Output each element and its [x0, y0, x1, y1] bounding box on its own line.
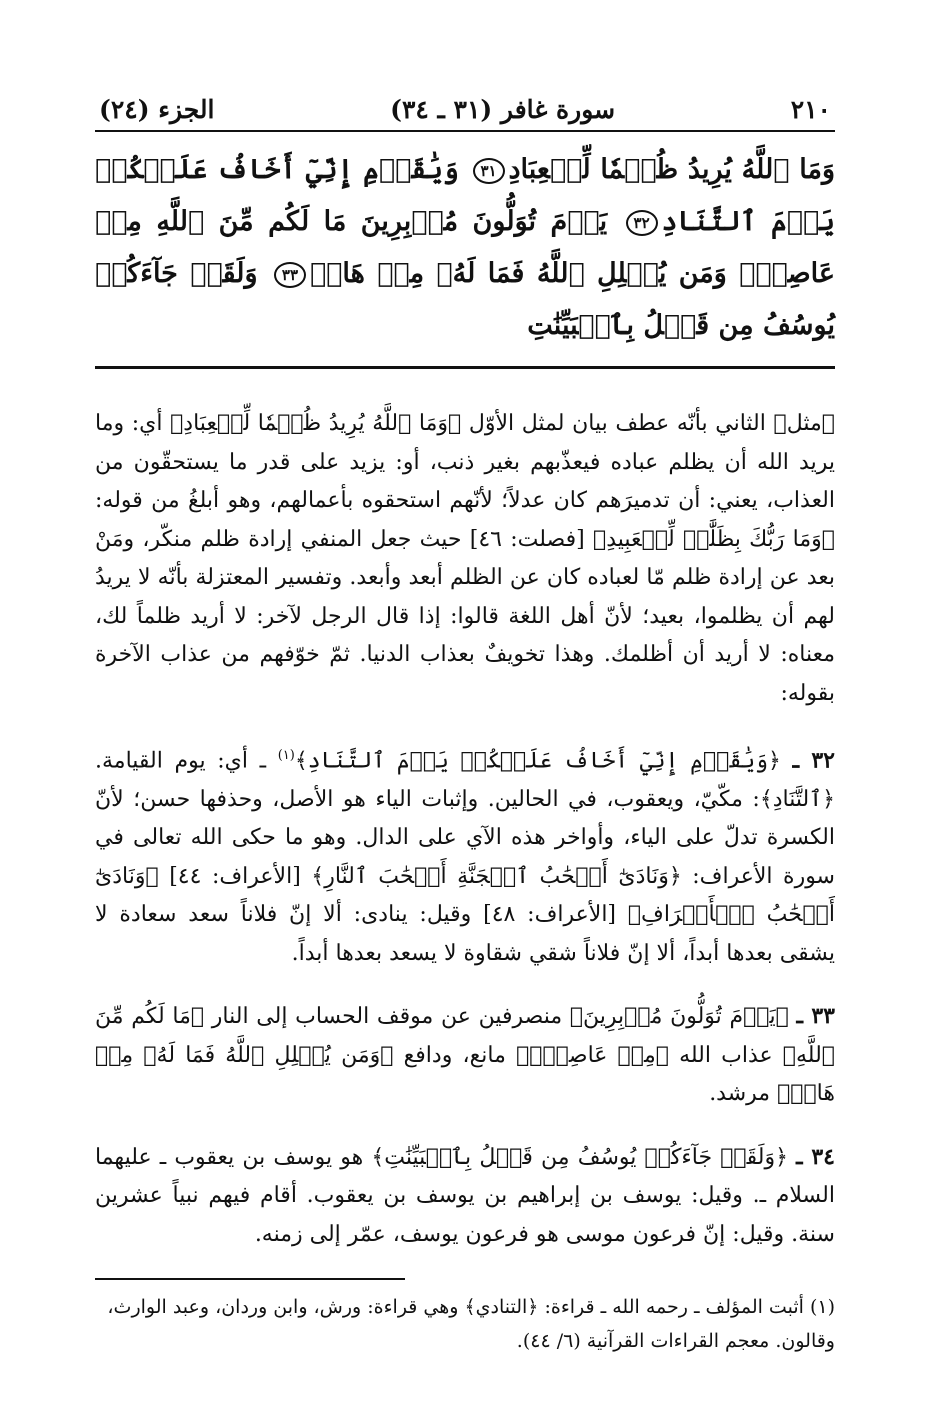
verse-text: وَمَا ٱللَّهُ يُرِيدُ ظُلۡمٗا لِّلۡعِبَادِ: [508, 154, 835, 185]
verse-text: يَوۡمَ تُوَلُّونَ مُدۡبِرِينَ مَا لَكُم مِّنَ ٱللَّهِ مِنۡ عَاصِمٖۗ وَمَن يُضۡلِلِ ٱللَّهُ فَمَا لَهُۥ مِنۡ هَادٖ: [95, 206, 835, 289]
commentary-text: ـ أي: يوم القيامة. ﴿ٱلتَّنَادِ﴾: مكّيّ، ويعقوب، في الحالين. وإثبات الياء هو الأصل، وحذفها حسن؛ لأنّ الكسرة تدلّ على الياء، وأواخر هذه الآي على الدال. وهو ما حكى الله تعالى في سورة الأعراف: ﴿وَنَادَىٰٓ أَصۡحَٰبُ ٱلۡجَنَّةِ أَصۡحَٰبَ ٱلنَّارِ﴾ [الأعراف: ٤٤] ﴿وَنَادَىٰٓ أَصۡحَٰبُ ٱلۡأَعۡرَافِ﴾ [الأعراف: ٤٨] وقيل: ينادى: ألا إنّ فلاناً سعد سعادة لا يشقى بعدها أبداً، ألا إنّ فلاناً شقي شقاوة لا يسعد بعدها أبداً.: [95, 748, 835, 966]
verse-text: وَلَقَدۡ جَآءَكُمۡ يُوسُفُ مِن قَبۡلُ بِٱلۡبَيِّنَٰتِ: [95, 258, 835, 341]
page-number: ٢١٠: [790, 94, 831, 124]
commentary-body: [95, 405, 835, 1254]
commentary-paragraph: [95, 997, 835, 1114]
quran-verses-block: [95, 144, 835, 369]
document-page: [95, 88, 835, 1358]
verse-text: وَيَٰقَوۡمِ إِنِّيٓ أَخَافُ عَلَيۡكُمۡ يَوۡمَ ٱلتَّنَادِ: [95, 154, 835, 237]
footnote-text: أثبت المؤلف ـ رحمه الله ـ قراءة: ﴿التنادي﴾ وهي قراءة: ورش، وابن وردان، وعبد الوارث، وقالون. معجم القراءات القرآنية (٦/ ٤٤).: [107, 1296, 835, 1353]
footnotes: [95, 1290, 835, 1358]
footnote-reference: (١): [277, 748, 295, 763]
commentary-paragraph: [95, 1138, 835, 1255]
commentary-text: ﴿وَلَقَدۡ جَآءَكُمۡ يُوسُفُ مِن قَبۡلُ بِٱلۡبَيِّنَٰتِ﴾ هو يوسف بن يعقوب ـ عليهما السلام ـ. وقيل: يوسف بن إبراهيم بن يوسف بن يعقوب. أقام فيهم نبياً عشرين سنة. وقيل: إنّ فرعون موسى هو فرعون يوسف، عمّر إلى زمنه.: [95, 1144, 835, 1247]
footnote-label: (١): [809, 1296, 835, 1319]
running-header: [95, 88, 835, 132]
commentary-text: ﴿يَوۡمَ تُوَلُّونَ مُدۡبِرِينَ﴾ منصرفين عن موقف الحساب إلى النار ﴿مَا لَكُم مِّنَ ٱللَّهِ﴾ عذاب الله ﴿مِنۡ عَاصِمٖۗ﴾ مانع، ودافع ﴿وَمَن يُضۡلِلِ ٱللَّهُ فَمَا لَهُۥ مِنۡ هَادٖ﴾ مرشد.: [95, 1004, 835, 1107]
quoted-verse: ﴿وَيَٰقَوۡمِ إِنِّيٓ أَخَافُ عَلَيۡكُمۡ يَوۡمَ ٱلتَّنَادِ﴾: [294, 748, 781, 774]
verse-number: ٣٢ ـ: [792, 747, 835, 774]
footnote-divider: [95, 1278, 405, 1280]
verse-number: ٣٤ ـ: [796, 1143, 835, 1170]
commentary-paragraph: [95, 737, 835, 973]
verse-number: ٣٣ ـ: [796, 1003, 835, 1030]
verse-number-marker: ٣١: [473, 158, 505, 184]
verse-number-marker: ٣٢: [626, 210, 658, 236]
verse-number-marker: ٣٣: [274, 262, 306, 288]
commentary-paragraph: ﴿مثل﴾ الثاني بأنّه عطف بيان لمثل الأوّل ﴿وَمَا ٱللَّهُ يُرِيدُ ظُلۡمٗا لِّلۡعِبَادِ﴾ أي: وما يريد الله أن يظلم عباده فيعذّبهم بغير ذنب، أو: يزيد على قدر ما يستحقّون من العذاب، يعني: أن تدميرَهم كان عدلاً؛ لأنّهم استحقوه بأعمالهم، وهو أبلغُ من قوله: ﴿وَمَا رَبُّكَ بِظَلَّٰمٖ لِّلۡعَبِيدِ﴾ [فصلت: ٤٦] حيث جعل المنفي إرادة ظلم منكّر، ومَنْ بعد عن إرادة ظلم مّا لعباده كان عن الظلم أبعد وأبعد. وتفسير المعتزلة بأنّه لا يريدُ لهم أن يظلموا، بعيد؛ لأنّ أهل اللغة قالوا: إذا قال الرجل لآخر: لا أريد ظلماً لك، معناه: لا أريد أن أظلمك. وهذا تخويفٌ بعذاب الدنيا. ثمّ خوّفهم من عذاب الآخرة بقوله:: [95, 411, 835, 706]
surah-title: سورة غافر (٣١ ـ ٣٤): [390, 94, 616, 124]
part-label: الجزء (٢٤): [99, 94, 215, 124]
